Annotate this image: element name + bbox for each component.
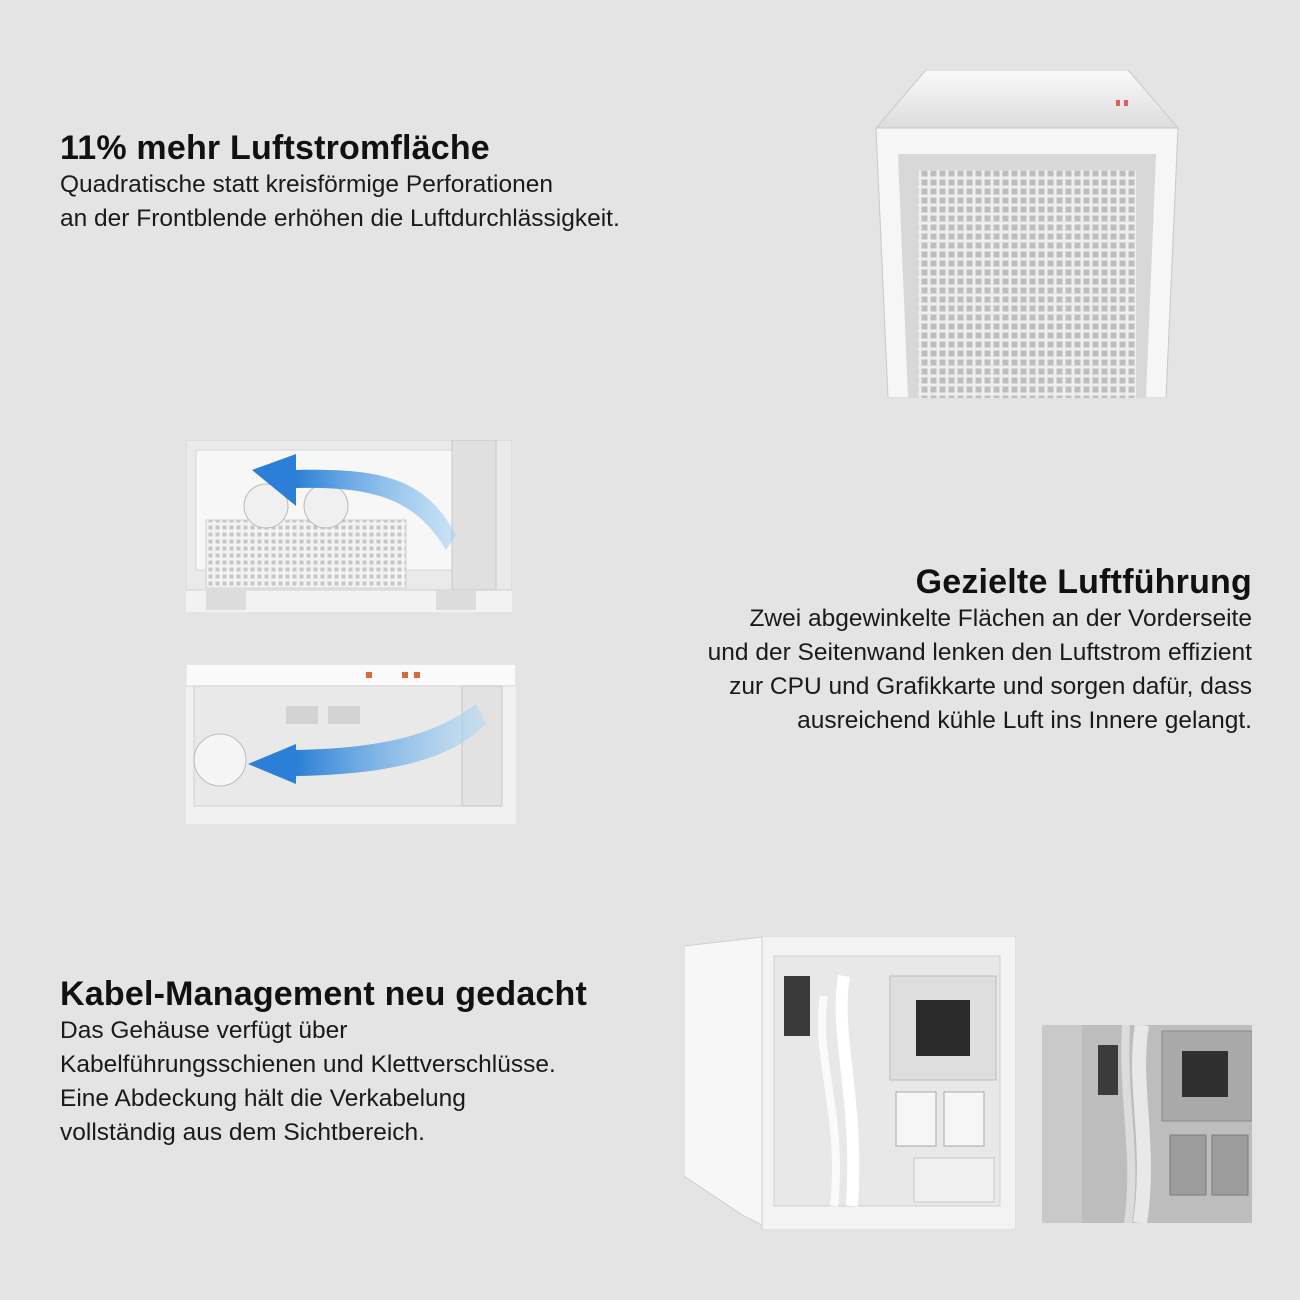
section-description: Quadratische statt kreisförmige Perforationen an der Frontblende erhöhen die Luftdurchlässigkeit. [60,171,620,232]
section-title: 11% mehr Luftstromfläche [60,129,490,167]
section-title: Kabel-Management neu gedacht [60,975,588,1013]
case-front-mesh-image [866,70,1188,398]
airflow-top-view-image [186,664,516,824]
section-targeted-airflow [708,562,1252,738]
section-description: Zwei abgewinkelte Flächen an der Vorderseite und der Seitenwand lenken den Luftstrom effizient zur CPU und Grafikkarte und sorgen dafür, dass ausreichend kühle Luft ins Innere gelangt. [707,605,1252,734]
case-open-cable-management-image [684,936,1016,1230]
section-cable-management [60,974,587,1150]
airflow-side-view-image [186,440,512,612]
section-front-airflow [60,128,620,236]
section-description: Das Gehäuse verfügt über Kabelführungsschienen und Klettverschlüsse. Eine Abdeckung hält die Verkabelung vollständig aus dem Sichtbereich. [60,1017,556,1146]
cable-management-detail-image [1042,1025,1252,1223]
section-title: Gezielte Luftführung [915,563,1252,601]
